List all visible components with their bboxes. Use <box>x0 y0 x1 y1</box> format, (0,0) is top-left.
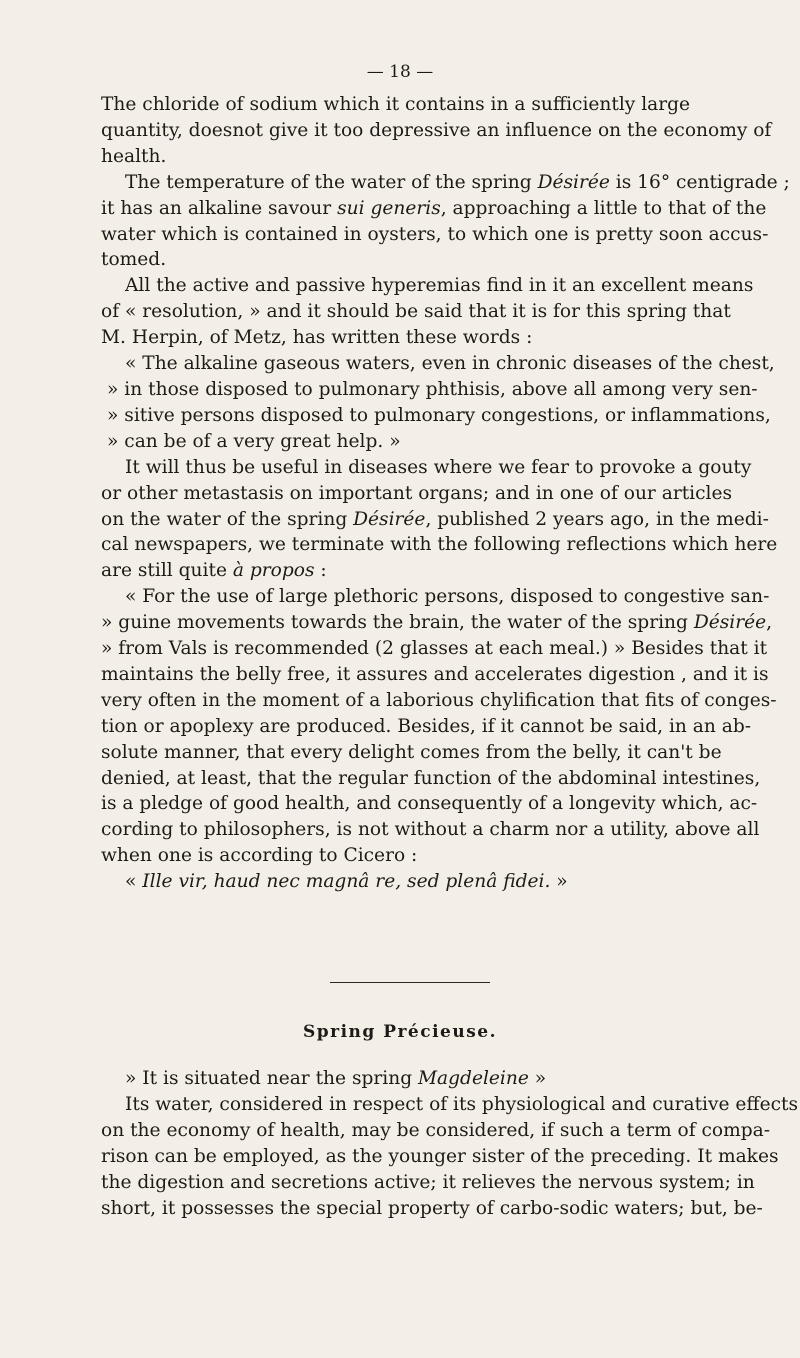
text-line: cal newspapers, we terminate with the following reflections which here <box>101 534 778 556</box>
text-line: health. <box>101 145 167 167</box>
text-line: tion or apoplexy are produced. Besides, if it cannot be said, in an ab- <box>101 715 752 737</box>
text-line: or other metastasis on important organs; and in one of our articles <box>101 482 733 504</box>
text-line: denied, at least, that the regular function of the abdominal intestines, <box>101 767 761 789</box>
quote-line: « The alkaline gaseous waters, even in chronic diseases of the chest, <box>125 353 775 375</box>
text-line: it has an alkaline savour sui generis, approaching a little to that of the <box>101 197 767 219</box>
text-line: The temperature of the water of the spring Désirée is 16° centigrade ; <box>125 171 790 193</box>
quote-line: « For the use of large plethoric persons, disposed to congestive san- <box>125 586 770 608</box>
text-line: the digestion and secretions active; it relieves the nervous system; in <box>101 1172 755 1193</box>
text-line: quantity, doesnot give it too depressive an influence on the economy of <box>101 119 772 141</box>
section-heading: Spring Précieuse. <box>302 1022 498 1042</box>
text-line: very often in the moment of a laborious chylification that fits of conges- <box>101 689 777 711</box>
text-line: M. Herpin, of Metz, has written these words : <box>101 327 533 349</box>
text-line: water which is contained in oysters, to which one is pretty soon accus- <box>101 223 769 245</box>
text-line: The chloride of sodium which it contains in a sufficiently large <box>101 94 691 115</box>
text-line: is a pledge of good health, and consequently of a longevity which, ac- <box>101 793 758 815</box>
text-line: are still quite à propos : <box>101 560 327 582</box>
quote-line: » from Vals is recommended (2 glasses at each meal.) » Besides that it <box>101 638 768 660</box>
text-line: on the water of the spring Désirée, published 2 years ago, in the medi- <box>101 508 769 530</box>
section-text <box>101 1066 799 1222</box>
main-text <box>101 92 790 895</box>
quote-line: » in those disposed to pulmonary phthisis, above all among very sen- <box>107 378 758 400</box>
text-line: maintains the belly free, it assures and accelerates digestion , and it is <box>101 663 769 685</box>
page-number: — 18 — <box>366 62 434 82</box>
text-line: of « resolution, » and it should be said that it is for this spring that <box>101 301 731 323</box>
text-line: rison can be employed, as the younger sister of the preceding. It makes <box>101 1146 779 1167</box>
text-line: short, it possesses the special property of carbo-sodic waters; but, be- <box>101 1198 763 1219</box>
quote-line: » sitive persons disposed to pulmonary congestions, or inflammations, <box>107 404 771 426</box>
text-line: on the economy of health, may be considered, if such a term of compa- <box>101 1120 771 1141</box>
text-line: All the active and passive hyperemias find in it an excellent means <box>125 275 754 297</box>
quote-line: » can be of a very great help. » <box>107 430 401 452</box>
text-line: It will thus be useful in diseases where we fear to provoke a gouty <box>125 456 752 478</box>
text-line: solute manner, that every delight comes from the belly, it can't be <box>101 741 722 763</box>
latin-quote: « Ille vir, haud nec magnâ re, sed plenâ fidei. » <box>125 871 568 893</box>
section-divider <box>330 982 490 983</box>
text-line: » It is situated near the spring Magdeleine » <box>125 1068 547 1089</box>
quote-line: » guine movements towards the brain, the water of the spring Désirée, <box>101 612 773 634</box>
text-line: tomed. <box>101 249 167 271</box>
text-line: when one is according to Cicero : <box>101 845 418 867</box>
text-line: cording to philosophers, is not without a charm nor a utility, above all <box>101 819 760 841</box>
text-line: Its water, considered in respect of its physiological and curative effects <box>125 1094 799 1115</box>
